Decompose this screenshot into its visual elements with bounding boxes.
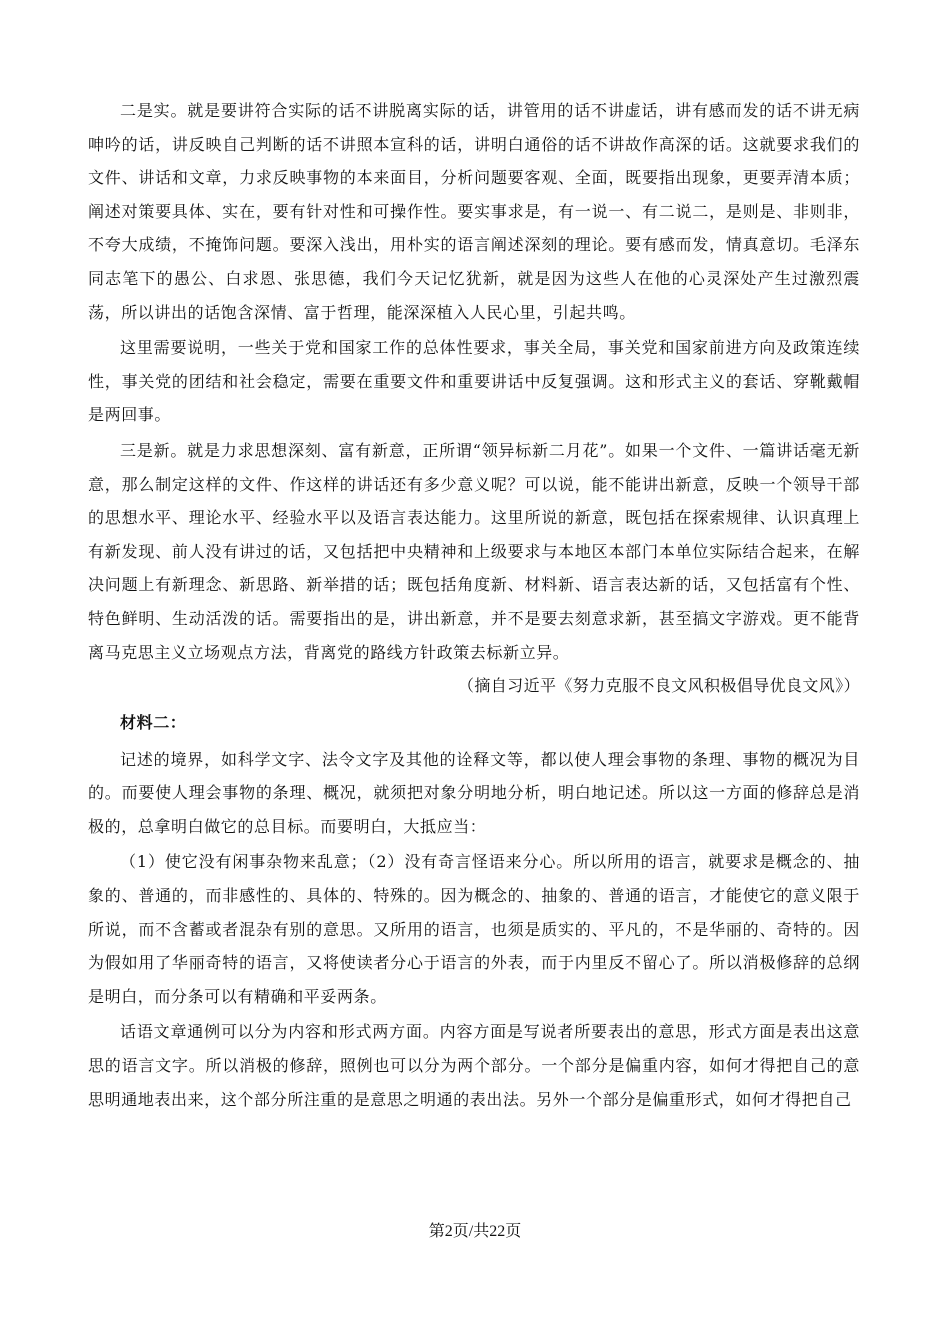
paragraph-jishu: 记述的境界，如科学文字、法令文字及其他的诠释文等，都以使人理会事物的条理、事物的概况为目的。而要使人理会事物的条理、概况，就须把对象分明地分析，明白地记述。所以这一方面的修辞总是消极的，总拿明白做它的总目标。而要明白，大抵应当：	[88, 749, 860, 836]
page-content	[88, 94, 860, 1116]
paragraph-xin: 三是新。就是力求思想深刻、富有新意，正所谓“领异标新二月花”。如果一个文件、一篇讲话毫无新意，那么制定这样的文件、作这样的讲话还有多少意义呢？可以说，能不能讲出新意，反映一个领导干部的思想水平、理论水平、经验水平以及语言表达能力。这里所说的新意，既包括在探索规律、认识真理上有新发现、前人没有讲过的话，又包括把中央精神和上级要求与本地区本部门本单位实际结合起来，在解决问题上有新理念、新思路、新举措的话；既包括角度新、材料新、语言表达新的话，又包括富有个性、特色鲜明、生动活泼的话。需要指出的是，讲出新意，并不是要去刻意求新，甚至搞文字游戏。更不能背离马克思主义立场观点方法，背离党的路线方针政策去标新立异。	[88, 440, 860, 662]
material-two-heading: 材料二：	[120, 712, 187, 732]
page-number: 第2页/共22页	[428, 1223, 522, 1240]
paragraph-huayu: 话语文章通例可以分为内容和形式两方面。内容方面是写说者所要表出的意思，形式方面是表出这意思的语言文字。所以消极的修辞，照例也可以分为两个部分。一个部分是偏重内容，如何才得把自己的意思明通地表出来，这个部分所注重的是意思之明通的表出法。另外一个部分是偏重形式，如何才得把自己	[88, 1022, 860, 1109]
paragraph-conditions: （1）使它没有闲事杂物来乱意；（2）没有奇言怪语来分心。所以所用的语言，就要求是概念的、抽象的、普通的，而非感性的、具体的、特殊的。因为概念的、抽象的、普通的语言，才能使它的意义限于所说，而不含蓄或者混杂有别的意思。又所用的语言，也须是质实的、平凡的，不是华丽的、奇特的。因为假如用了华丽奇特的语言，又将使读者分心于语言的外表，而于内里反不留心了。所以消极修辞的总纲是明白，而分条可以有精确和平妥两条。	[88, 852, 860, 1006]
paragraph-shi: 二是实。就是要讲符合实际的话不讲脱离实际的话，讲管用的话不讲虚话，讲有感而发的话不讲无病呻吟的话，讲反映自己判断的话不讲照本宣科的话，讲明白通俗的话不讲故作高深的话。这就要求我们的文件、讲话和文章，力求反映事物的本来面目，分析问题要客观、全面，既要指出现象，更要弄清本质；阐述对策要具体、实在，要有针对性和可操作性。要实事求是，有一说一、有二说二，是则是、非则非，不夸大成绩，不掩饰问题。要深入浅出，用朴实的语言阐述深刻的理论。要有感而发，情真意切。毛泽东同志笔下的愚公、白求恩、张思德，我们今天记忆犹新，就是因为这些人在他的心灵深处产生过激烈震荡，所以讲出的话饱含深情、富于哲理，能深深植入人民心里，引起共鸣。	[88, 101, 860, 322]
source-citation: （摘自习近平《努力克服不良文风积极倡导优良文风》）	[457, 676, 860, 696]
paragraph-explanation: 这里需要说明，一些关于党和国家工作的总体性要求，事关全局，事关党和国家前进方向及政策连续性，事关党的团结和社会稳定，需要在重要文件和重要讲话中反复强调。这和形式主义的套话、穿靴戴帽是两回事。	[88, 338, 860, 425]
